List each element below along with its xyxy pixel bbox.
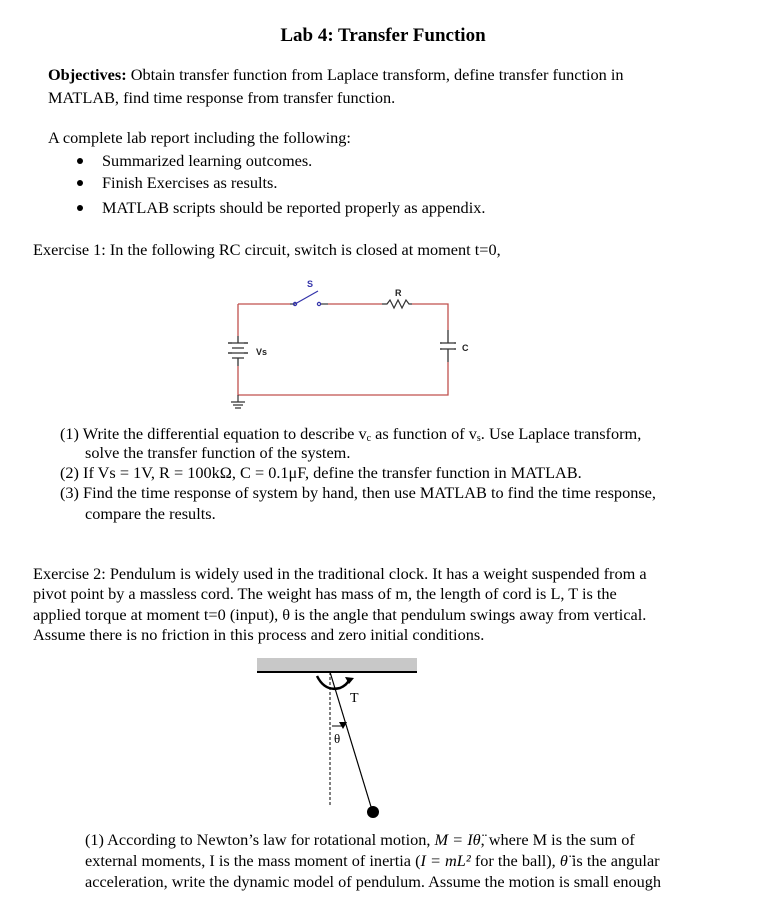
exercise2-line: Assume there is no friction in this process and zero initial conditions. bbox=[33, 625, 485, 644]
resistor-label: R bbox=[395, 288, 402, 298]
subscript: s bbox=[476, 433, 481, 444]
exercise2-item-1-line3: acceleration, write the dynamic model of pendulum. Assume the motion is small enough bbox=[85, 872, 662, 891]
report-bullet: MATLAB scripts should be reported properly as appendix. bbox=[102, 198, 486, 217]
exercise1-item-3: (3) Find the time response of system by hand, then use MATLAB to find the time response, bbox=[60, 483, 656, 502]
exercise2-line: pivot point by a massless cord. The weight has mass of m, the length of cord is L, T is the bbox=[33, 584, 617, 603]
equation: I = mL² bbox=[420, 851, 471, 870]
equation: θ̈ bbox=[559, 851, 568, 870]
exercise2-item-1-line2 bbox=[85, 851, 660, 871]
objectives-label: Objectives: bbox=[48, 65, 127, 84]
objectives-line-1 bbox=[48, 65, 624, 85]
item-text: (1) Write the differential equation to describe v bbox=[60, 424, 367, 443]
angle-label: θ bbox=[334, 731, 341, 746]
report-intro: A complete lab report including the following: bbox=[48, 128, 351, 147]
exercise1-item-3-cont: compare the results. bbox=[85, 504, 216, 523]
report-bullet: Summarized learning outcomes. bbox=[102, 151, 313, 170]
item-text: is the angular bbox=[567, 851, 660, 870]
objectives-text: Obtain transfer function from Laplace transform, define transfer function in bbox=[126, 65, 624, 84]
exercise1-item-2: (2) If Vs = 1V, R = 100kΩ, C = 0.1μF, define the transfer function in MATLAB. bbox=[60, 463, 582, 482]
exercise1-intro: Exercise 1: In the following RC circuit, switch is closed at moment t=0, bbox=[33, 240, 501, 259]
item-text: for the ball), bbox=[470, 851, 560, 870]
bullet-icon bbox=[77, 158, 83, 164]
item-text: as function of v bbox=[371, 424, 477, 443]
bullet-icon bbox=[77, 180, 83, 186]
item-text: , where M is the sum of bbox=[480, 830, 635, 849]
item-text: external moments, I is the mass moment of inertia ( bbox=[85, 851, 421, 870]
page-title: Lab 4: Transfer Function bbox=[280, 25, 486, 46]
objectives-line-2: MATLAB, find time response from transfer function. bbox=[48, 88, 396, 107]
item-text: (1) According to Newton’s law for rotational motion, bbox=[85, 830, 435, 849]
exercise2-item-1 bbox=[85, 830, 635, 850]
torque-label: T bbox=[350, 691, 359, 706]
subscript: c bbox=[366, 433, 372, 444]
item-text: . Use Laplace transform, bbox=[480, 424, 642, 443]
exercise2-line: Exercise 2: Pendulum is widely used in the traditional clock. It has a weight suspended from a bbox=[33, 564, 647, 583]
switch-label: S bbox=[307, 279, 314, 289]
source-label: Vs bbox=[256, 347, 268, 357]
rc-circuit-diagram bbox=[220, 270, 480, 415]
exercise1-item-1-cont: solve the transfer function of the system. bbox=[85, 443, 351, 462]
equation: M = Iθ̈ bbox=[434, 830, 481, 849]
report-bullet: Finish Exercises as results. bbox=[102, 173, 278, 192]
pendulum-diagram bbox=[250, 650, 430, 820]
exercise2-line: applied torque at moment t=0 (input), θ is the angle that pendulum swings away from vertical. bbox=[33, 605, 647, 624]
bullet-icon bbox=[77, 205, 83, 211]
capacitor-label: C bbox=[462, 343, 469, 353]
